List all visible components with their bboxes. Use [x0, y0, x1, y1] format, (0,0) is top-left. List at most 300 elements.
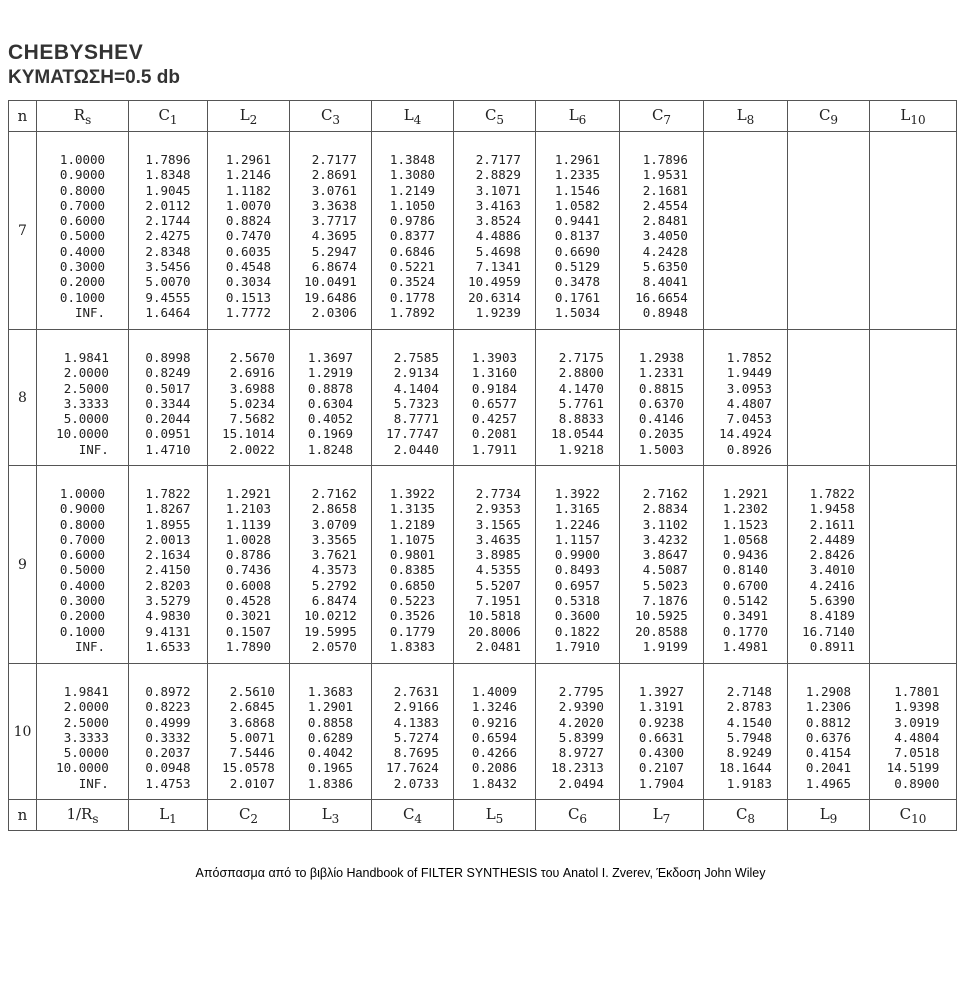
table-cell-value: 4.1470	[558, 380, 604, 396]
chebyshev-table	[8, 100, 957, 831]
table-cell-value: 0.2041	[805, 760, 852, 776]
table-cell-value: 0.3021	[225, 608, 272, 624]
value-column	[290, 330, 372, 466]
table-cell-value: 0.9436	[722, 547, 769, 563]
column-header	[37, 101, 129, 132]
column-header	[129, 101, 208, 132]
table-cell-value: 1.1075	[389, 531, 436, 547]
table-cell-value: 8.7695	[393, 745, 439, 761]
table-cell-value: 20.8006	[468, 623, 521, 639]
table-cell-value: 0.1513	[225, 289, 272, 305]
table-cell-value: 0.2086	[471, 760, 518, 776]
table-cell-value: 0.5223	[389, 593, 436, 609]
table-cell-value: 2.1744	[145, 213, 191, 229]
table-cell-value: 0.7000	[59, 531, 106, 547]
value-list	[468, 152, 521, 320]
table-cell-value: 0.2107	[638, 760, 685, 776]
table-cell-value: 0.8858	[307, 714, 354, 730]
table-cell-value: 3.1102	[642, 516, 688, 532]
column-header-subscript: 5	[496, 112, 505, 127]
column-header-symbol: C	[484, 105, 497, 124]
column-header	[620, 800, 704, 831]
column-header-subscript: 6	[579, 811, 588, 826]
table-cell-value: 3.4050	[642, 228, 688, 244]
table-cell-value: 7.5446	[229, 745, 275, 761]
table-cell-value: 1.8386	[307, 775, 354, 791]
value-list	[386, 684, 439, 791]
table-cell-value: 0.7470	[225, 228, 272, 244]
table-cell-value: 3.0709	[311, 516, 357, 532]
value-list	[723, 486, 768, 654]
column-header	[37, 800, 129, 831]
value-list	[226, 152, 271, 320]
table-cell-value: 1.1157	[554, 531, 601, 547]
table-cell-value: 0.4528	[225, 593, 272, 609]
value-column	[372, 466, 454, 664]
table-cell-value: 1.2306	[805, 699, 852, 715]
table-cell-value: 0.4266	[471, 745, 518, 761]
table-cell-value: 3.3565	[311, 531, 357, 547]
value-list	[551, 684, 604, 791]
column-header-symbol: C	[320, 105, 333, 124]
table-cell-value: 2.4554	[642, 197, 688, 213]
table-cell-value: 4.4807	[726, 395, 772, 411]
table-cell-value: 0.6850	[389, 577, 436, 593]
value-column	[372, 664, 454, 800]
column-header-symbol: C	[735, 804, 748, 823]
column-header-symbol: L	[652, 804, 663, 823]
table-cell-value: 1.2901	[307, 699, 354, 715]
table-cell-value: 0.8911	[809, 638, 855, 654]
value-list	[390, 486, 435, 654]
order-label: 7	[9, 132, 37, 330]
table-cell-value: 1.7910	[554, 638, 601, 654]
table-cell-value: 5.5207	[475, 577, 521, 593]
column-header	[536, 101, 620, 132]
section-row-n8	[9, 330, 957, 466]
table-cell-value: 0.3034	[225, 274, 272, 290]
table-cell-value: 0.8377	[389, 228, 436, 244]
value-column	[129, 132, 208, 330]
value-column	[454, 132, 536, 330]
column-header	[788, 101, 870, 132]
table-cell-value: 4.3573	[311, 562, 357, 578]
table-cell-value: 0.2044	[145, 411, 191, 427]
table-cell-value: 0.3524	[389, 274, 436, 290]
column-header-symbol: C	[402, 804, 415, 823]
column-header	[704, 800, 788, 831]
table-cell-value: 0.9786	[389, 213, 436, 229]
source-caption: Απόσπασμα από το βιβλίο Handbook of FILTER SYNTHESIS του Anatol I. Zverev, Έκδοση John Wiley	[195, 866, 766, 880]
value-list	[145, 152, 190, 320]
table-cell-value: 5.2947	[311, 243, 357, 259]
section-row-n9	[9, 466, 957, 664]
column-header-subscript: 4	[413, 112, 422, 127]
table-cell-value: 0.6304	[307, 395, 354, 411]
column-header-symbol: C	[899, 804, 912, 823]
table-cell-value: 4.5355	[475, 562, 521, 578]
table-cell-value: 1.8348	[145, 167, 191, 183]
table-cell-value: 1.1139	[225, 516, 272, 532]
value-column	[788, 330, 870, 466]
table-cell-value: 2.8691	[311, 167, 357, 183]
table-cell-value: 1.9398	[894, 699, 940, 715]
table-cell-value: 1.2961	[554, 152, 601, 167]
table-cell-value: 1.3903	[471, 350, 518, 365]
table-cell-value: 4.2416	[809, 577, 855, 593]
value-list	[639, 350, 684, 457]
value-list	[806, 684, 851, 791]
value-column	[788, 466, 870, 664]
value-column	[208, 664, 290, 800]
table-cell-value: 0.6631	[638, 729, 685, 745]
table-cell-value: 2.0733	[393, 775, 439, 791]
column-header-symbol: L	[321, 804, 332, 823]
column-header	[788, 800, 870, 831]
table-cell-value: 2.8658	[311, 501, 357, 517]
table-cell-value: 2.0112	[145, 197, 191, 213]
table-cell-value: 0.8824	[225, 213, 272, 229]
column-header-symbol: L	[568, 105, 579, 124]
table-cell-value: 0.6008	[225, 577, 272, 593]
column-header-subscript: 4	[414, 811, 423, 826]
table-cell-value: 0.1822	[554, 623, 601, 639]
column-header-subscript: 1	[169, 811, 177, 826]
column-header-subscript: 3	[332, 112, 341, 127]
value-list	[308, 684, 353, 791]
value-list	[304, 486, 357, 654]
table-cell-value: 3.8985	[475, 547, 521, 563]
table-cell-value: 10.5925	[635, 608, 688, 624]
table-cell-value: 1.9045	[145, 182, 191, 198]
column-header-subscript: 8	[747, 811, 756, 826]
column-header-symbol: L	[819, 804, 830, 823]
table-cell-value: 5.0000	[63, 411, 109, 427]
column-header-symbol: C	[567, 804, 580, 823]
table-cell-value: 1.9458	[809, 501, 855, 517]
table-cell-value: 2.7585	[393, 350, 439, 365]
section-row-n7	[9, 132, 957, 330]
column-header	[129, 800, 208, 831]
table-cell-value: 0.6370	[638, 395, 685, 411]
column-header-subscript: 5	[495, 811, 504, 826]
table-cell-value: 1.9218	[558, 441, 604, 457]
table-cell-value: 19.5995	[304, 623, 357, 639]
table-cell-value: 1.3080	[389, 167, 436, 183]
table-cell-value: 1.2331	[638, 365, 685, 381]
table-cell-value: 1.8432	[471, 775, 518, 791]
column-header	[536, 800, 620, 831]
table-cell-value: 7.0518	[894, 745, 940, 761]
table-cell-value: 0.8249	[145, 365, 191, 381]
table-cell-value: 1.7822	[809, 486, 855, 501]
table-cell-value: 7.1951	[475, 593, 521, 609]
table-cell-value: 17.7747	[386, 426, 439, 442]
table-cell-value: 0.7000	[59, 197, 106, 213]
table-cell-value: 18.2313	[551, 760, 604, 776]
value-list	[468, 486, 521, 654]
table-cell-value: 2.9353	[475, 501, 521, 517]
column-header-subscript: 7	[663, 112, 672, 127]
column-header-symbol: L	[159, 804, 170, 823]
column-header	[870, 800, 957, 831]
table-cell-value: 1.9239	[475, 304, 521, 320]
table-cell-value: 5.0000	[63, 745, 109, 761]
table-cell-value: 1.2919	[307, 365, 354, 381]
value-column	[704, 664, 788, 800]
table-cell-value: 0.4548	[225, 259, 272, 275]
table-cell-value: 0.5318	[554, 593, 601, 609]
table-cell-value: 2.1681	[642, 182, 688, 198]
column-header-subscript: 2	[249, 112, 258, 127]
value-list	[145, 350, 190, 457]
column-header-subscript: s	[85, 112, 92, 127]
table-cell-value: 2.5000	[63, 380, 109, 396]
table-cell-value: 15.1014	[222, 426, 275, 442]
table-cell-value: 10.0000	[56, 426, 109, 442]
table-cell-value: 2.6916	[229, 365, 275, 381]
column-header-subscript: 3	[331, 811, 340, 826]
table-cell-value: 0.4146	[638, 411, 685, 427]
table-cell-value: 1.2146	[225, 167, 272, 183]
table-cell-value: 0.2037	[145, 745, 191, 761]
table-cell-value: 1.2938	[638, 350, 685, 365]
page-title: CHEBYSHEV	[8, 41, 144, 64]
table-cell-value: 1.9531	[642, 167, 688, 183]
table-cell-value: 2.5670	[229, 350, 275, 365]
table-cell-value: 3.1565	[475, 516, 521, 532]
table-cell-value: 5.2792	[311, 577, 357, 593]
table-cell-value: 1.4753	[145, 775, 191, 791]
table-cell-value: 0.6846	[389, 243, 436, 259]
table-cell-value: 0.3000	[59, 259, 106, 275]
table-cell-value: 1.2103	[225, 501, 272, 517]
table-cell-value: 2.7175	[558, 350, 604, 365]
table-cell-value: 0.2035	[638, 426, 685, 442]
table-cell-value: 1.3246	[471, 699, 518, 715]
value-list	[308, 350, 353, 457]
table-cell-value: 1.1546	[554, 182, 601, 198]
table-cell-value: 2.9390	[558, 699, 604, 715]
table-cell-value: 0.8000	[59, 182, 106, 198]
column-header-subscript: 9	[830, 112, 839, 127]
header-row-bottom	[9, 800, 957, 831]
table-cell-value: 0.6289	[307, 729, 354, 745]
value-column	[536, 330, 620, 466]
table-cell-value: 1.1523	[722, 516, 769, 532]
table-cell-value: 3.4010	[809, 562, 855, 578]
table-cell-value: 2.4275	[145, 228, 191, 244]
column-header	[290, 101, 372, 132]
value-list	[56, 684, 109, 791]
table-cell-value: 0.5000	[59, 562, 106, 578]
table-cell-value: 20.8588	[635, 623, 688, 639]
table-cell-value: 1.7772	[225, 304, 272, 320]
value-column	[536, 132, 620, 330]
table-cell-value: 0.0948	[145, 760, 191, 776]
table-cell-value: 1.0582	[554, 197, 601, 213]
table-cell-value: 6.8474	[311, 593, 357, 609]
table-cell-value: 4.1540	[726, 714, 772, 730]
table-cell-value: 18.0544	[551, 426, 604, 442]
table-cell-value: 18.1644	[719, 760, 772, 776]
table-cell-value: 1.3848	[389, 152, 436, 167]
value-list	[555, 486, 600, 654]
value-list	[222, 684, 275, 791]
table-cell-value: 1.1050	[389, 197, 436, 213]
table-cell-value: 5.7274	[393, 729, 439, 745]
table-cell-value: 5.0234	[229, 395, 275, 411]
table-cell-value: 3.5279	[145, 593, 191, 609]
table-cell-value: 2.8481	[642, 213, 688, 229]
table-cell-value: 2.0000	[63, 365, 109, 381]
table-cell-value: 3.4163	[475, 197, 521, 213]
table-cell-value: 0.3600	[554, 608, 601, 624]
table-cell-value: 1.1182	[225, 182, 272, 198]
table-cell-value: 10.4959	[468, 274, 521, 290]
column-header	[454, 800, 536, 831]
table-cell-value: 19.6486	[304, 289, 357, 305]
table-cell-value: 3.0761	[311, 182, 357, 198]
table-cell-value: 0.6376	[805, 729, 852, 745]
value-column	[372, 132, 454, 330]
table-cell-value: 2.0013	[145, 531, 191, 547]
value-list	[56, 350, 109, 457]
table-cell-value: 1.2246	[554, 516, 601, 532]
table-cell-value: 15.0578	[222, 760, 275, 776]
value-list	[60, 486, 105, 654]
table-cell-value: 0.3000	[59, 593, 106, 609]
table-cell-value: 0.5221	[389, 259, 436, 275]
value-column	[620, 466, 704, 664]
value-column	[454, 330, 536, 466]
column-header	[454, 101, 536, 132]
value-column	[870, 132, 957, 330]
table-cell-value: 10.0000	[56, 760, 109, 776]
table-cell-value: 0.9900	[554, 547, 601, 563]
table-cell-value: 1.7852	[726, 350, 772, 365]
table-cell-value: 0.6594	[471, 729, 518, 745]
value-list	[386, 350, 439, 457]
table-cell-value: 16.7140	[802, 623, 855, 639]
table-cell-value: 2.0107	[229, 775, 275, 791]
order-label: 10	[9, 664, 37, 800]
table-cell-value: 0.1000	[59, 623, 106, 639]
value-column	[129, 664, 208, 800]
table-cell-value: 1.3697	[307, 350, 354, 365]
table-cell-value: 0.1969	[307, 426, 354, 442]
column-header-subscript: 10	[910, 112, 926, 127]
table-cell-value: 9.4555	[145, 289, 191, 305]
value-column	[37, 132, 129, 330]
value-list	[887, 684, 940, 791]
value-column	[870, 330, 957, 466]
table-cell-value: 0.3491	[722, 608, 769, 624]
table-cell-value: 1.7892	[389, 304, 436, 320]
table-cell-value: 0.3344	[145, 395, 191, 411]
value-list	[222, 350, 275, 457]
table-cell-value: 9.4131	[145, 623, 191, 639]
table-cell-value: 10.5818	[468, 608, 521, 624]
value-list	[635, 152, 688, 320]
table-cell-value: 1.4981	[722, 638, 769, 654]
table-cell-value: INF.	[74, 304, 106, 320]
column-header	[620, 101, 704, 132]
table-cell-value: 1.7822	[145, 486, 191, 501]
table-cell-value: 0.9184	[471, 380, 518, 396]
value-column	[620, 664, 704, 800]
table-cell-value: 1.5003	[638, 441, 685, 457]
table-cell-value: INF.	[78, 775, 109, 791]
table-cell-value: 0.8998	[145, 350, 191, 365]
table-cell-value: 3.4232	[642, 531, 688, 547]
table-cell-value: 0.8385	[389, 562, 436, 578]
table-cell-value: 2.5610	[229, 684, 275, 699]
value-column	[454, 466, 536, 664]
table-cell-value: 0.8812	[805, 714, 852, 730]
table-cell-value: 0.5017	[145, 380, 191, 396]
table-cell-value: 1.2921	[225, 486, 272, 501]
column-header-symbol: C	[651, 105, 664, 124]
column-header	[208, 800, 290, 831]
table-cell-value: 1.7904	[638, 775, 685, 791]
table-cell-value: 2.8426	[809, 547, 855, 563]
table-cell-value: 2.7631	[393, 684, 439, 699]
table-cell-value: 20.6314	[468, 289, 521, 305]
table-cell-value: 0.9238	[638, 714, 685, 730]
table-cell-value: 3.0919	[894, 714, 940, 730]
table-cell-value: INF.	[74, 638, 106, 654]
table-cell-value: 2.8834	[642, 501, 688, 517]
table-cell-value: 0.8137	[554, 228, 601, 244]
table-cell-value: 1.2908	[805, 684, 852, 699]
table-cell-value: 0.0951	[145, 426, 191, 442]
table-cell-value: 5.0070	[145, 274, 191, 290]
table-cell-value: 2.8829	[475, 167, 521, 183]
table-cell-value: 0.5000	[59, 228, 106, 244]
value-column	[620, 330, 704, 466]
value-column	[37, 330, 129, 466]
column-header	[372, 101, 454, 132]
table-cell-value: 4.3695	[311, 228, 357, 244]
table-cell-value: 2.0481	[475, 638, 521, 654]
value-column	[788, 664, 870, 800]
table-cell-value: 0.8972	[145, 684, 191, 699]
table-cell-value: 0.4257	[471, 411, 518, 427]
table-cell-value: 0.2000	[59, 274, 106, 290]
value-column	[208, 330, 290, 466]
table-cell-value: 1.2302	[722, 501, 769, 517]
table-cell-value: 0.8878	[307, 380, 354, 396]
value-list	[304, 152, 357, 320]
table-cell-value: 0.1761	[554, 289, 601, 305]
table-cell-value: 1.3135	[389, 501, 436, 517]
table-cell-value: 1.3927	[638, 684, 685, 699]
table-cell-value: 2.4489	[809, 531, 855, 547]
table-cell-value: 4.5087	[642, 562, 688, 578]
table-cell-value: 2.7162	[642, 486, 688, 501]
table-cell-value: 2.7162	[311, 486, 357, 501]
value-list	[551, 350, 604, 457]
table-cell-value: 1.8383	[389, 638, 436, 654]
value-list	[802, 486, 855, 654]
table-cell-value: 4.4804	[894, 729, 940, 745]
section-row-n10	[9, 664, 957, 800]
table-cell-value: 10.0212	[304, 608, 357, 624]
table-cell-value: 4.9830	[145, 608, 191, 624]
value-column	[536, 664, 620, 800]
value-column	[290, 132, 372, 330]
